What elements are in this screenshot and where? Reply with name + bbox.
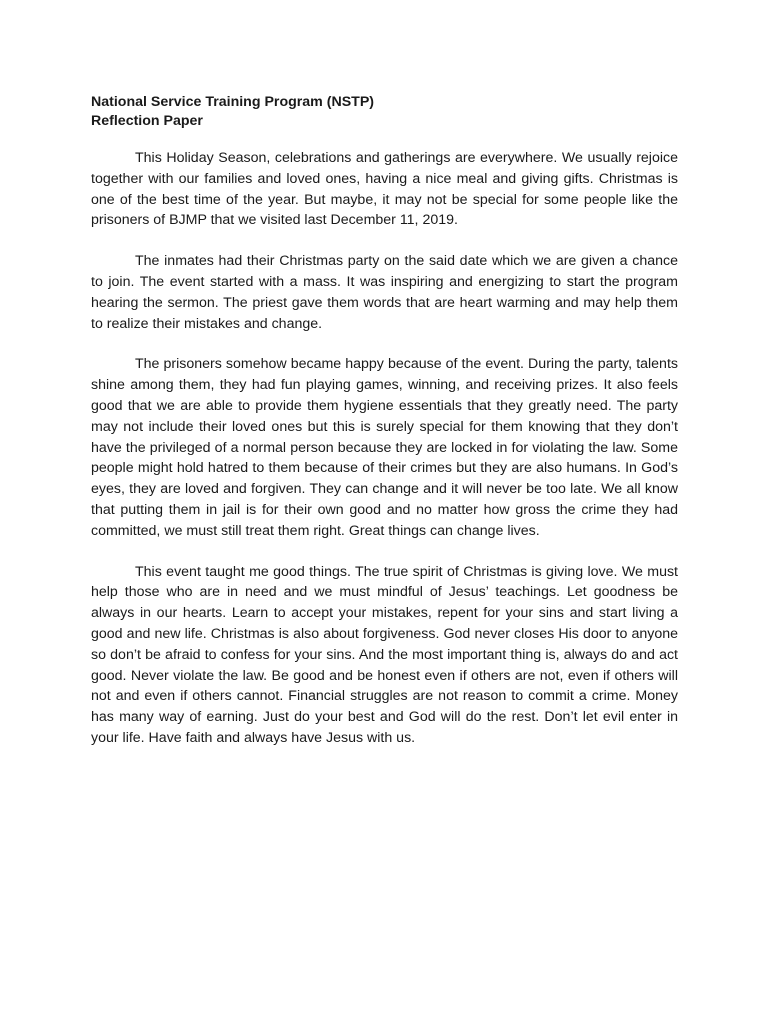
document-subtitle: Reflection Paper <box>91 113 203 129</box>
document-page <box>91 93 678 749</box>
paragraph-christmas-party: The inmates had their Christmas party on the said date which we are given a chance to join. The event started with a mass. It was inspiring and energizing to start the program hearing the sermon. The priest gave them words that are heart warming and may help them to realize their mistakes and change. <box>91 253 678 332</box>
paragraph-lessons-learned: This event taught me good things. The true spirit of Christmas is giving love. We must help those who are in need and we must mindful of Jesus’ teachings. Let goodness be always in our hearts. Learn to accept your mistakes, repent for your sins and start living a good and new life. Christmas is also about forgiveness. God never closes His door to anyone so don’t be afraid to confess for your sins. And the most important thing is, always do and act good. Never violate the law. Be good and be honest even if others are not, even if others will not and even if others cannot. Financial struggles are not reason to commit a crime. Money has many way of earning. Just do your best and God will do the rest. Don’t let evil enter in your life. Have faith and always have Jesus with us. <box>91 563 678 746</box>
document-title: National Service Training Program (NSTP) <box>91 94 375 110</box>
paragraph-holiday-season: This Holiday Season, celebrations and gatherings are everywhere. We usually rejoice together with our families and loved ones, having a nice meal and giving gifts. Christmas is one of the best time of the year. But maybe, it may not be special for some people like the prisoners of BJMP that we visited last December 11, 2019. <box>91 150 678 229</box>
paragraph-prisoners-happy: The prisoners somehow became happy because of the event. During the party, talents shine among them, they had fun playing games, winning, and receiving prizes. It also feels good that we are able to provide them hygiene essentials that they greatly need. The party may not include their loved ones but this is surely special for them knowing that they don’t have the privileged of a normal person because they are locked in for violating the law. Some people might hold hatred to them because of their crimes but they are also humans. In God’s eyes, they are loved and forgiven. They can change and it will never be too late. We all know that putting them in jail is for their own good and no matter how gross the crime they had committed, we must still treat them right. Great things can change lives. <box>91 356 678 539</box>
